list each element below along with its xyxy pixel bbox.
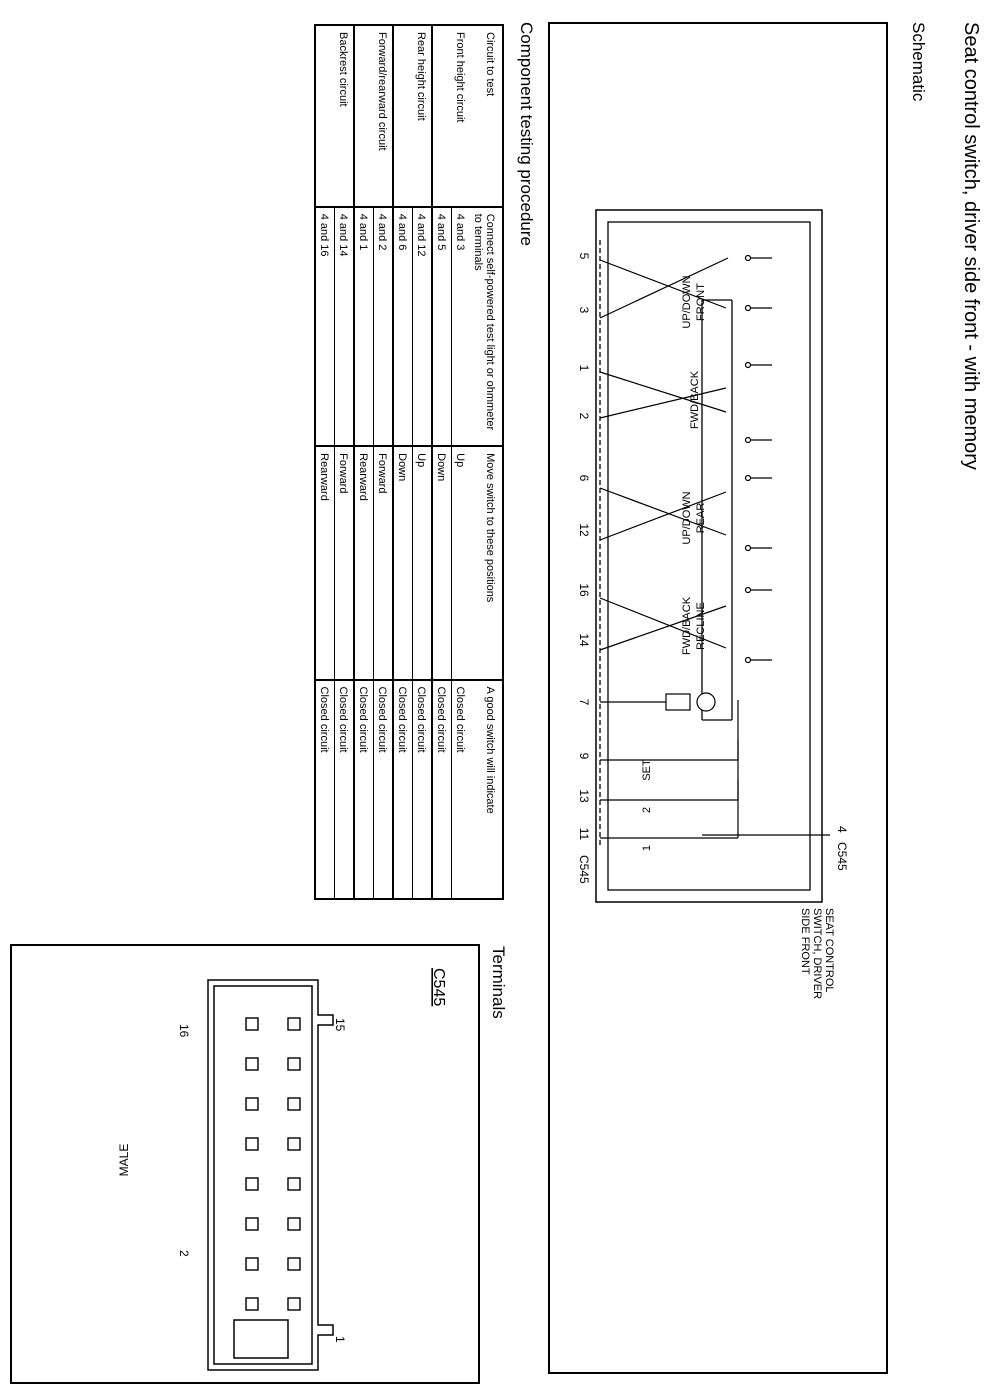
switch-rear-label-2: UP/DOWN bbox=[681, 491, 693, 545]
position-cell: Up bbox=[413, 446, 433, 679]
table-header: A good switch will indicate bbox=[470, 680, 503, 899]
terminal-label-16: 16 bbox=[177, 1024, 191, 1038]
connector-top-label: C545 bbox=[835, 842, 849, 871]
terminal-cavities bbox=[246, 1018, 300, 1310]
result-cell: Closed circuit bbox=[432, 680, 452, 899]
pin-label: 13 bbox=[577, 789, 591, 803]
result-cell: Closed circuit bbox=[315, 680, 335, 899]
circuit-cell: Forward/rearward circuit bbox=[354, 25, 393, 207]
position-cell: Rearward bbox=[315, 446, 335, 679]
pin-label: 2 bbox=[577, 412, 591, 420]
component-label-line: SWITCH, DRIVER bbox=[811, 908, 823, 1000]
pin-label: 1 bbox=[577, 364, 591, 372]
position-cell: Rearward bbox=[354, 446, 374, 679]
terminals-heading: Terminals bbox=[489, 946, 508, 1019]
table-header: Move switch to these positions bbox=[470, 446, 503, 679]
pin-label: 3 bbox=[577, 306, 591, 314]
position-cell: Down bbox=[432, 446, 452, 679]
component-label-line: SIDE FRONT bbox=[799, 908, 811, 975]
position-cell: Forward bbox=[374, 446, 394, 679]
result-cell: Closed circuit bbox=[413, 680, 433, 899]
schematic-heading: Schematic bbox=[909, 22, 928, 102]
terminal-label-1: 1 bbox=[333, 1336, 347, 1343]
top-pin-label: 4 bbox=[835, 826, 849, 833]
circuit-cell: Front height circuit bbox=[432, 25, 470, 207]
pin-label: 11 bbox=[577, 827, 591, 841]
result-cell: Closed circuit bbox=[393, 680, 413, 899]
result-cell: Closed circuit bbox=[335, 680, 355, 899]
result-cell: Closed circuit bbox=[452, 680, 471, 899]
pin-label: 16 bbox=[577, 583, 591, 597]
testing-heading: Component testing procedure bbox=[517, 22, 536, 246]
terminals-cell: 4 and 6 bbox=[393, 207, 413, 446]
memory-2-label: 2 bbox=[641, 806, 653, 814]
pin-label: 6 bbox=[577, 474, 591, 482]
switch-recline-label-1: RECLINE bbox=[695, 602, 707, 650]
pin-label: 14 bbox=[577, 633, 591, 647]
connector-bottom-label: C545 bbox=[577, 855, 591, 884]
terminals-cell: 4 and 5 bbox=[432, 207, 452, 446]
terminal-label-2: 2 bbox=[177, 1250, 191, 1257]
terminals-connector-label: C545 bbox=[430, 968, 447, 1007]
circuit-cell: Rear height circuit bbox=[393, 25, 432, 207]
switch-recline-label-2: FWD/BACK bbox=[681, 596, 693, 656]
terminals-cell: 4 and 14 bbox=[335, 207, 355, 446]
position-cell: Down bbox=[393, 446, 413, 679]
terminals-cell: 4 and 1 bbox=[354, 207, 374, 446]
terminals-cell: 4 and 3 bbox=[452, 207, 471, 446]
pin-label: 7 bbox=[577, 698, 591, 706]
switch-fwdback-label: FWD/BACK bbox=[689, 370, 701, 430]
component-label-line: SEAT CONTROL bbox=[823, 908, 835, 993]
terminal-label-15: 15 bbox=[333, 1018, 347, 1032]
result-cell: Closed circuit bbox=[354, 680, 374, 899]
memory-set-label: SET bbox=[641, 759, 653, 781]
switch-front-label-2: UP/DOWN bbox=[681, 275, 693, 329]
pin-label: 5 bbox=[577, 252, 591, 260]
position-cell: Up bbox=[452, 446, 471, 679]
table-header: Connect self-powered test light or ohmmeter to terminals bbox=[470, 207, 503, 446]
position-cell: Forward bbox=[335, 446, 355, 679]
switch-rear-label-1: REAR bbox=[695, 502, 707, 534]
terminals-cell: 4 and 2 bbox=[374, 207, 394, 446]
page-title: Seat control switch, driver side front - with memory bbox=[960, 22, 982, 470]
table-header: Circuit to test bbox=[470, 25, 503, 207]
memory-1-label: 1 bbox=[641, 844, 653, 852]
result-cell: Closed circuit bbox=[374, 680, 394, 899]
connector-gender-label: MALE bbox=[117, 1143, 131, 1177]
terminals-cell: 4 and 16 bbox=[315, 207, 335, 446]
circuit-cell: Backrest circuit bbox=[315, 25, 354, 207]
terminals-cell: 4 and 12 bbox=[413, 207, 433, 446]
pin-label: 12 bbox=[577, 523, 591, 537]
pin-label: 9 bbox=[577, 752, 591, 760]
switch-front-label-1: FRONT bbox=[695, 283, 707, 321]
